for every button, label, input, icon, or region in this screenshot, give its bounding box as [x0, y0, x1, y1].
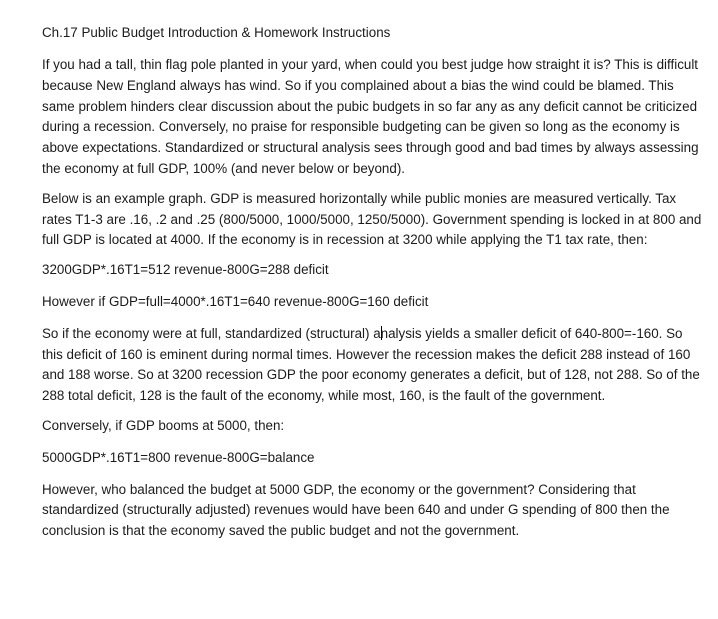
paragraph-flag-pole: If you had a tall, thin flag pole planted in your yard, when could you best judge how straight it is? This is difficult because New England always has wind. So if you complained about a bias the wind could be blamed. This same problem hinders clear discussion about the pubic budgets in so far any as any deficit cannot be criticized during a recession. Conversely, no praise for responsible budgeting can be given so long as the economy is above expectations. Standardized or structural analysis sees through good and bad times by always assessing the economy at full GDP, 100% (and never below or beyond).: [42, 57, 699, 176]
equation-full-gdp: However if GDP=full=4000*.16T1=640 revenue-800G=160 deficit: [42, 293, 429, 309]
paragraph-structural-analysis-part2: nalysis yields a smaller deficit of 640-800=-160. So this deficit of 160 is eminent during normal times. However the recession makes the deficit 288 instead of 160 and 188 worse. So at 3200 recession GDP the poor economy generates a deficit, but of 128, not 288. So of the 288 total deficit, 128 is the fault of the economy, while most, 160, is the fault of the government.: [42, 325, 700, 404]
paragraph-structural-analysis-part1: So if the economy were at full, standardized (structural) a: [42, 325, 381, 341]
paragraph-example-graph: Below is an example graph. GDP is measured horizontally while public monies are measured vertically. Tax rates T1-3 are .16, .2 and .25 (800/5000, 1000/5000, 1250/5000). Government spending is locked in at 800 and full GDP is located at 4000. If the economy is in recession at 3200 while applying the T1 tax rate, then:: [42, 190, 702, 248]
equation-boom: 5000GDP*.16T1=800 revenue-800G=balance: [42, 449, 315, 465]
document-title: Ch.17 Public Budget Introduction & Homework Instructions: [42, 25, 391, 40]
document-page: [42, 24, 704, 551]
paragraph-conclusion: However, who balanced the budget at 5000 GDP, the economy or the government? Considering that standardized (structurally adjusted) revenues would have been 640 and under G spending of 800 then the conclusion is that the economy saved the public budget and not the government.: [42, 481, 670, 539]
paragraph-boom-intro: Conversely, if GDP booms at 5000, then:: [42, 417, 285, 433]
paragraph-structural-analysis: [42, 324, 704, 407]
equation-recession: 3200GDP*.16T1=512 revenue-800G=288 deficit: [42, 262, 329, 278]
